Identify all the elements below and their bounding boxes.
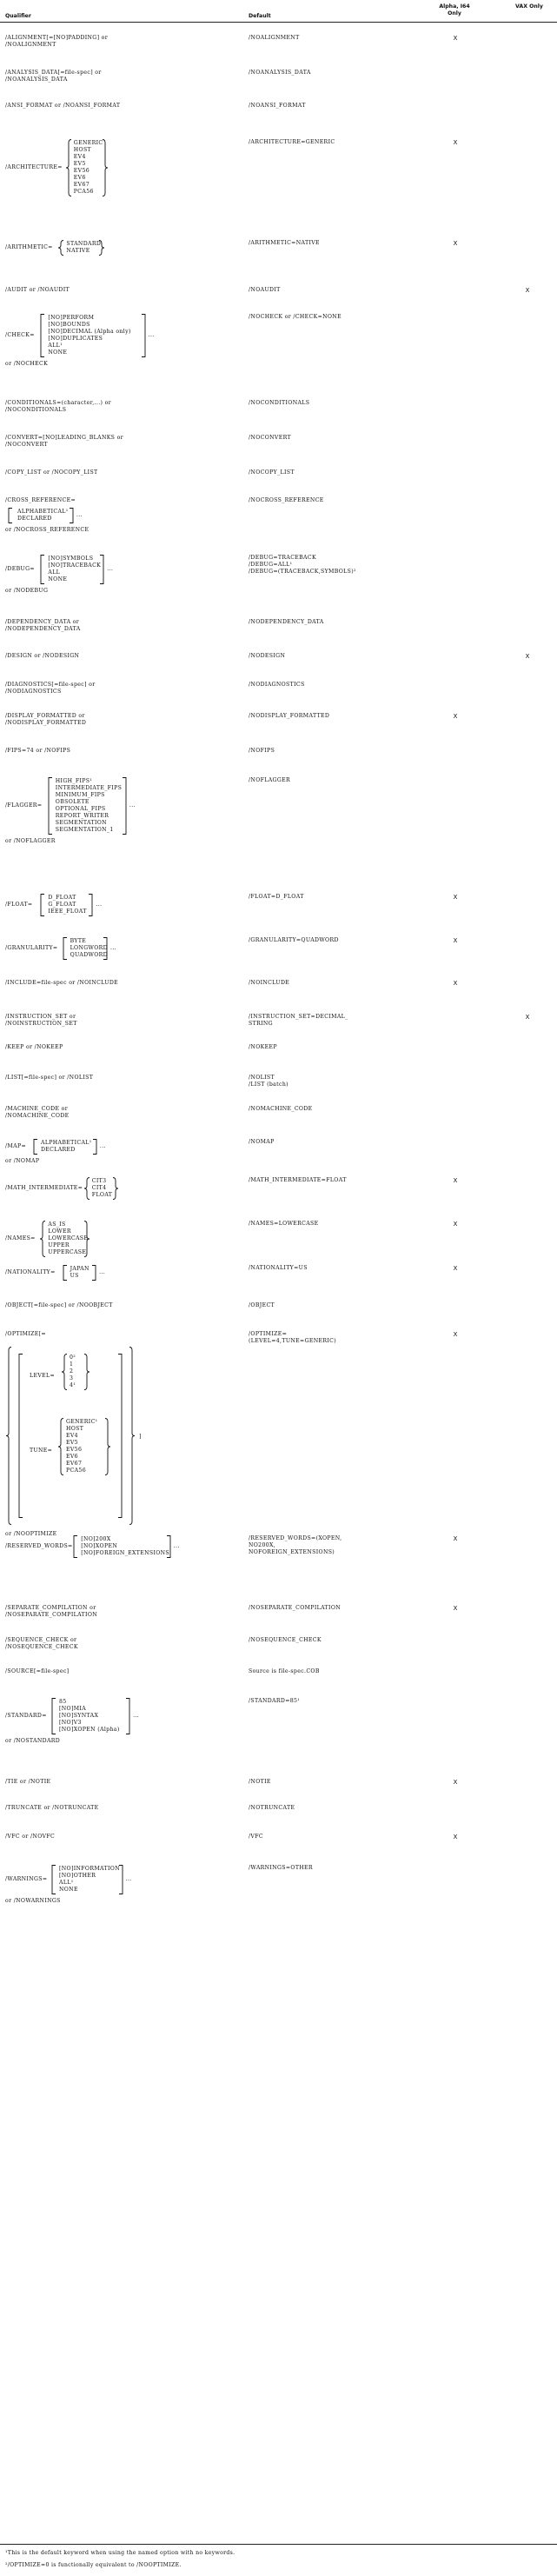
option-item: G_FLOAT xyxy=(48,902,76,908)
qualifier-line: /ANALYSIS_DATA[=file-spec] or xyxy=(5,70,102,76)
option-left-brace xyxy=(39,314,46,357)
alpha-only-mark: X xyxy=(453,937,458,944)
repeat-ellipsis: ... xyxy=(173,1543,180,1549)
qualifier-line: /DEPENDENCY_DATA or xyxy=(5,619,80,625)
qualifier-line: /SEPARATE_COMPILATION or xyxy=(5,1605,96,1611)
alpha-only-mark: X xyxy=(453,1535,458,1542)
qualifier-name: /NATIONALITY= xyxy=(5,1269,56,1275)
default-value xyxy=(249,287,281,294)
default-line: /GRANULARITY=QUADWORD xyxy=(249,937,339,943)
qualifier-line: /DISPLAY_FORMATTED or xyxy=(5,713,85,719)
default-line: /NODESIGN xyxy=(249,653,286,659)
option-item: NONE xyxy=(48,349,68,356)
default-value xyxy=(249,1139,275,1146)
default-value xyxy=(249,240,320,247)
option-item: EV4 xyxy=(73,154,86,160)
option-left-brace xyxy=(83,1177,90,1200)
option-item: EV56 xyxy=(73,168,90,174)
option-item: AS_IS xyxy=(48,1221,66,1228)
alpha-only-mark: X xyxy=(453,1779,458,1786)
option-right-brace xyxy=(68,508,75,523)
qualifier-name: /OPTIMIZE[= xyxy=(5,1331,46,1337)
alpha-only-mark: X xyxy=(453,1221,458,1228)
option-right-brace xyxy=(83,1221,90,1257)
default-value xyxy=(249,103,306,110)
default-line: /RESERVED_WORDS=(XOPEN, xyxy=(249,1535,342,1541)
header-qualifier: Qualifier xyxy=(5,13,31,19)
option-right-brace xyxy=(98,555,105,584)
level-label: LEVEL= xyxy=(30,1373,56,1379)
option-item: [NO]DUPLICATES xyxy=(48,336,103,342)
default-value xyxy=(249,35,300,42)
default-line: /NOCHECK or /CHECK=NONE xyxy=(249,314,341,320)
default-line: /NOMAP xyxy=(249,1139,275,1145)
level-left-brace xyxy=(61,1354,68,1390)
option-right-brace xyxy=(165,1535,172,1558)
default-value xyxy=(249,894,304,901)
alpha-only-mark: X xyxy=(453,35,458,42)
qualifier-line: /ANSI_FORMAT or /NOANSI_FORMAT xyxy=(5,103,121,109)
option-item: DECLARED xyxy=(17,516,52,522)
default-value xyxy=(249,619,324,626)
option-item: EV6 xyxy=(73,175,86,181)
default-line: /ARCHITECTURE=GENERIC xyxy=(249,139,335,145)
qualifier-line: /DESIGN or /NODESIGN xyxy=(5,653,80,659)
default-line: /WARNINGS=OTHER xyxy=(249,1865,313,1871)
default-line: /MATH_INTERMEDIATE=FLOAT xyxy=(249,1177,347,1183)
option-left-brace xyxy=(62,1265,69,1281)
alpha-only-mark: X xyxy=(453,980,458,987)
default-line: /NOAUDIT xyxy=(249,287,281,293)
repeat-ellipsis: ... xyxy=(96,902,103,908)
tune-option: HOST xyxy=(66,1426,84,1432)
option-right-brace xyxy=(102,139,109,196)
qualifier-name: /NAMES= xyxy=(5,1235,36,1241)
option-right-brace xyxy=(124,1698,131,1734)
option-item: SEGMENTATION_1 xyxy=(55,827,114,833)
qualifier-line: /CONVERT=[NO]LEADING_BLANKS or xyxy=(5,435,123,441)
level-option: 3 xyxy=(70,1375,74,1381)
tune-right-brace xyxy=(104,1418,111,1475)
option-left-brace xyxy=(7,508,14,523)
default-value xyxy=(249,1331,336,1345)
qualifier-line: /VFC or /NOVFC xyxy=(5,1834,56,1840)
default-value xyxy=(249,1106,313,1113)
option-item: ALPHABETICAL¹ xyxy=(41,1140,92,1146)
qualifier-name: /ARCHITECTURE= xyxy=(5,164,63,170)
default-line: /STANDARD=85¹ xyxy=(249,1698,301,1704)
default-line: /NOTIE xyxy=(249,1779,271,1785)
option-left-brace xyxy=(50,1865,57,1894)
tune-left-brace xyxy=(57,1418,64,1475)
qualifier-line: /NOCONDITIONALS xyxy=(5,407,67,413)
option-item: [NO]INFORMATION xyxy=(59,1866,120,1872)
qualifier-name: /RESERVED_WORDS= xyxy=(5,1543,73,1549)
qualifier-name: /ARITHMETIC= xyxy=(5,244,53,250)
inner-left-bracket xyxy=(17,1354,24,1518)
qualifier-line: /NODIAGNOSTICS xyxy=(5,689,62,695)
option-item: OBSOLETE xyxy=(55,799,90,805)
qualifier-line: /LIST[=file-spec] or /NOLIST xyxy=(5,1075,94,1081)
default-line: /ARITHMETIC=NATIVE xyxy=(249,240,320,246)
alpha-only-mark: X xyxy=(453,1605,458,1612)
default-line: (LEVEL=4,TUNE=GENERIC) xyxy=(249,1338,337,1344)
option-item: [NO]XOPEN xyxy=(81,1543,118,1549)
option-item: [NO]DECIMAL (Alpha only) xyxy=(48,329,131,335)
qualifier-name: /DEBUG= xyxy=(5,566,35,572)
repeat-ellipsis: ... xyxy=(99,1269,106,1275)
default-value xyxy=(249,682,305,689)
qualifier-line: /NODISPLAY_FORMATTED xyxy=(5,720,87,726)
default-line: /NOINCLUDE xyxy=(249,980,290,986)
option-right-brace xyxy=(112,1177,119,1200)
qualifier-line: /MACHINE_CODE or xyxy=(5,1106,69,1112)
inner-right-bracket xyxy=(116,1354,123,1518)
vax-only-mark: X xyxy=(525,1014,530,1021)
option-item: US xyxy=(70,1273,79,1279)
repeat-ellipsis: ... xyxy=(148,332,155,338)
default-value xyxy=(249,1044,277,1051)
default-line: /NOFIPS xyxy=(249,748,275,754)
option-item: QUADWORD xyxy=(70,952,108,958)
option-left-brace xyxy=(57,240,64,256)
footnote-1: ¹This is the default keyword when using the named option with no keywords. xyxy=(5,2550,235,2556)
default-line: /NOTRUNCATE xyxy=(249,1805,295,1811)
option-item: MINIMUM_FIPS xyxy=(55,792,105,798)
default-line: /NOSEPARATE_COMPILATION xyxy=(249,1605,341,1611)
qualifier-line: /NOCONVERT xyxy=(5,442,48,448)
option-item: REPORT_WRITER xyxy=(55,813,109,819)
option-right-brace xyxy=(121,777,128,835)
alpha-only-mark: X xyxy=(453,894,458,901)
qualifier-line: /NOMACHINE_CODE xyxy=(5,1113,70,1119)
qualifier-line: /NOINSTRUCTION_SET xyxy=(5,1021,77,1027)
default-line: /NOCOPY_LIST xyxy=(249,469,295,476)
default-value xyxy=(249,777,290,784)
option-item: OPTIONAL_FIPS xyxy=(55,806,106,812)
default-value xyxy=(249,400,309,407)
alternative-form: or /NOCHECK xyxy=(5,361,49,367)
option-item: HOST xyxy=(73,147,92,153)
option-right-brace xyxy=(117,1865,124,1894)
option-item: LONGWORD xyxy=(70,945,108,951)
option-left-brace xyxy=(72,1535,79,1558)
default-value xyxy=(249,1805,295,1812)
default-line: /NOANSI_FORMAT xyxy=(249,103,306,109)
qualifier-line: /NOSEPARATE_COMPILATION xyxy=(5,1612,98,1618)
default-line: /VFC xyxy=(249,1834,263,1840)
default-line: /DEBUG=ALL¹ xyxy=(249,562,293,568)
option-item: [NO]OTHER xyxy=(59,1873,96,1879)
alternative-form: or /NOSTANDARD xyxy=(5,1738,61,1744)
option-right-brace xyxy=(98,240,105,256)
option-item: [NO]TRACEBACK xyxy=(48,562,102,569)
header-vax-only: VAX Only xyxy=(515,3,543,10)
option-item: CIT4 xyxy=(91,1185,107,1191)
default-value xyxy=(249,1834,263,1840)
default-value xyxy=(249,1265,308,1272)
option-item: HIGH_FIPS¹ xyxy=(55,778,93,784)
default-value xyxy=(249,1177,347,1184)
repeat-ellipsis: ... xyxy=(110,945,116,951)
level-right-brace xyxy=(83,1354,90,1390)
default-line: /INSTRUCTION_SET=DECIMAL_ xyxy=(249,1014,348,1020)
qualifier-line: /NOALIGNMENT xyxy=(5,42,56,48)
qualifier-line: /AUDIT or /NOAUDIT xyxy=(5,287,70,293)
option-item: [NO]PERFORM xyxy=(48,315,95,321)
qualifier-name: /CROSS_REFERENCE= xyxy=(5,497,76,503)
option-item: NATIVE xyxy=(66,248,90,254)
default-line: /NOSEQUENCE_CHECK xyxy=(249,1637,322,1643)
default-value xyxy=(249,1302,275,1309)
default-value xyxy=(249,1221,319,1228)
tune-option: GENERIC¹ xyxy=(66,1419,98,1425)
default-line: /NOCROSS_REFERENCE xyxy=(249,497,324,503)
alternative-form: or /NOWARNINGS xyxy=(5,1898,61,1904)
option-right-brace xyxy=(91,1139,98,1155)
qualifier-name: /MATH_INTERMEDIATE= xyxy=(5,1185,83,1191)
alpha-only-mark: X xyxy=(453,139,458,146)
default-line: NOFOREIGN_EXTENSIONS) xyxy=(249,1549,335,1555)
option-item: LOWER xyxy=(48,1228,71,1235)
default-line: /OPTIMIZE= xyxy=(249,1331,288,1337)
option-right-brace xyxy=(90,1265,97,1281)
qualifier-line: /INSTRUCTION_SET or xyxy=(5,1014,76,1020)
header-default: Default xyxy=(249,13,271,19)
qualifier-line: /NOANALYSIS_DATA xyxy=(5,77,68,83)
default-line: /NOMACHINE_CODE xyxy=(249,1106,313,1112)
option-left-brace xyxy=(47,777,54,835)
default-value xyxy=(249,1637,322,1644)
qualifier-line: /CONDITIONALS=(character,...) or xyxy=(5,400,111,406)
default-line: /NOKEEP xyxy=(249,1044,277,1050)
option-left-brace xyxy=(32,1139,39,1155)
default-value xyxy=(249,713,329,720)
option-item: JAPAN xyxy=(70,1266,90,1272)
option-item: [NO]BOUNDS xyxy=(48,322,90,328)
level-option: 0² xyxy=(70,1355,76,1361)
option-item: [NO]200X xyxy=(81,1536,111,1542)
default-value xyxy=(249,937,339,944)
tune-option: PCA56 xyxy=(66,1468,86,1474)
default-line: /LIST (batch) xyxy=(249,1082,288,1088)
tune-option: EV67 xyxy=(66,1461,83,1467)
option-left-brace xyxy=(65,139,72,196)
default-value xyxy=(249,980,289,987)
option-item: NONE xyxy=(48,576,68,582)
qualifier-name: /FLOAT= xyxy=(5,902,33,908)
close-bracket: ] xyxy=(139,1434,142,1440)
default-line: /NATIONALITY=US xyxy=(249,1265,308,1271)
option-item: IEEE_FLOAT xyxy=(48,909,87,915)
vax-only-mark: X xyxy=(525,287,530,294)
qualifier-line: /SOURCE[=file-spec] xyxy=(5,1668,70,1674)
level-option: 4¹ xyxy=(70,1382,76,1388)
repeat-ellipsis: ... xyxy=(125,1876,132,1882)
default-value xyxy=(249,1075,288,1088)
qualifier-line: /NOSEQUENCE_CHECK xyxy=(5,1644,78,1650)
default-value xyxy=(249,1668,320,1675)
default-value xyxy=(249,1605,341,1612)
option-item: INTERMEDIATE_FIPS xyxy=(55,785,123,791)
option-item: 85 xyxy=(59,1699,67,1705)
outer-right-brace xyxy=(129,1347,136,1525)
option-item: [NO]MIA xyxy=(59,1706,87,1712)
qualifier-line: /TRUNCATE or /NOTRUNCATE xyxy=(5,1805,99,1811)
option-item: EV67 xyxy=(73,182,90,188)
qualifier-line: /ALIGNMENT[=[NO]PADDING] or xyxy=(5,35,109,41)
default-value xyxy=(249,653,285,660)
option-left-brace xyxy=(50,1698,57,1734)
alpha-only-mark: X xyxy=(453,1834,458,1840)
option-item: ALL¹ xyxy=(48,343,63,349)
qualifier-name: /CHECK= xyxy=(5,332,35,338)
vax-only-mark: X xyxy=(525,653,530,660)
level-option: 1 xyxy=(70,1361,74,1368)
default-line: NO200X, xyxy=(249,1542,276,1548)
footnote-rule xyxy=(0,2544,557,2545)
tune-option: EV6 xyxy=(66,1454,78,1460)
default-value xyxy=(249,497,324,504)
level-option: 2 xyxy=(70,1368,74,1375)
alpha-only-mark: X xyxy=(453,1331,458,1338)
option-item: UPPERCASE xyxy=(48,1249,87,1255)
default-value xyxy=(249,555,356,576)
option-left-brace xyxy=(39,555,46,584)
qualifier-line: /TIE or /NOTIE xyxy=(5,1779,51,1785)
default-value xyxy=(249,1535,341,1556)
default-line: /DEBUG=(TRACEBACK,SYMBOLS)² xyxy=(249,569,356,575)
tune-option: EV5 xyxy=(66,1440,78,1446)
option-item: [NO]XOPEN (Alpha) xyxy=(59,1727,120,1733)
default-value xyxy=(249,1014,348,1028)
default-line: Source is file-spec.COB xyxy=(249,1668,320,1674)
default-line: /NODEPENDENCY_DATA xyxy=(249,619,324,625)
default-value xyxy=(249,314,341,321)
qualifier-name: /GRANULARITY= xyxy=(5,945,58,951)
repeat-ellipsis: ... xyxy=(129,802,136,809)
qualifier-name: /WARNINGS= xyxy=(5,1876,48,1882)
default-value xyxy=(249,469,295,476)
alternative-form: or /NOFLAGGER xyxy=(5,838,56,844)
option-right-brace xyxy=(102,937,109,960)
qualifier-name: /MAP= xyxy=(5,1143,26,1149)
alpha-only-mark: X xyxy=(453,1265,458,1272)
option-item: EV5 xyxy=(73,161,86,167)
tune-option: EV4 xyxy=(66,1433,78,1439)
default-line: /NODISPLAY_FORMATTED xyxy=(249,713,330,719)
qualifier-line: /INCLUDE=file-spec or /NOINCLUDE xyxy=(5,980,119,986)
qualifier-name: /STANDARD= xyxy=(5,1713,47,1719)
option-item: CIT3 xyxy=(91,1178,107,1184)
header-alpha-i64-only: Alpha, I64 Only xyxy=(439,3,470,17)
tune-label: TUNE= xyxy=(30,1448,53,1454)
default-value xyxy=(249,1698,300,1705)
option-item: UPPER xyxy=(48,1242,70,1248)
qualifier-line: /DIAGNOSTICS[=file-spec] or xyxy=(5,682,96,688)
option-item: STANDARD xyxy=(66,241,102,247)
default-value xyxy=(249,748,275,755)
outer-left-brace xyxy=(5,1347,12,1525)
repeat-ellipsis: ... xyxy=(99,1143,106,1149)
option-item: [NO]FOREIGN_EXTENSIONS xyxy=(81,1550,170,1556)
option-item: ALPHABETICAL¹ xyxy=(17,509,69,515)
option-item: [NO]SYNTAX xyxy=(59,1713,99,1719)
alternative-form: or /NOOPTIMIZE xyxy=(5,1531,57,1537)
option-right-brace xyxy=(87,894,94,916)
option-item: NONE xyxy=(59,1887,78,1893)
option-item: SEGMENTATION xyxy=(55,820,107,826)
qualifier-line: /FIPS=74 or /NOFIPS xyxy=(5,748,71,754)
qualifier-line: /COPY_LIST or /NOCOPY_LIST xyxy=(5,469,98,476)
default-value xyxy=(249,139,335,146)
alternative-form: or /NOCROSS_REFERENCE xyxy=(5,527,90,533)
default-line: /NOLIST xyxy=(249,1075,275,1081)
option-left-brace xyxy=(39,1221,46,1257)
alternative-form: or /NODEBUG xyxy=(5,588,49,594)
option-item: GENERIC xyxy=(73,140,103,146)
alpha-only-mark: X xyxy=(453,240,458,247)
tune-option: EV56 xyxy=(66,1447,83,1453)
qualifier-line: /KEEP or /NOKEEP xyxy=(5,1044,63,1050)
option-item: DECLARED xyxy=(41,1147,76,1153)
default-line: /NODIAGNOSTICS xyxy=(249,682,305,688)
footnote-2: ²/OPTIMIZE=0 is functionally equivalent to /NOOPTIMIZE. xyxy=(5,2562,182,2568)
alpha-only-mark: X xyxy=(453,1177,458,1184)
option-item: [NO]V3 xyxy=(59,1720,82,1726)
default-value xyxy=(249,70,311,77)
repeat-ellipsis: ... xyxy=(76,512,83,518)
option-right-brace xyxy=(140,314,147,357)
default-value xyxy=(249,1865,313,1872)
option-item: ALL¹ xyxy=(59,1880,74,1886)
option-item: FLOAT xyxy=(91,1192,113,1198)
qualifier-line: /SEQUENCE_CHECK or xyxy=(5,1637,77,1643)
option-left-brace xyxy=(39,894,46,916)
option-item: BYTE xyxy=(70,938,87,944)
option-item: PCA56 xyxy=(73,189,94,195)
default-line: /DEBUG=TRACEBACK xyxy=(249,555,316,561)
default-line: /OBJECT xyxy=(249,1302,275,1308)
default-line: /NOCONVERT xyxy=(249,435,291,441)
default-line: STRING xyxy=(249,1021,273,1027)
option-item: LOWERCASE xyxy=(48,1235,89,1241)
alpha-only-mark: X xyxy=(453,713,458,720)
default-line: /NOCONDITIONALS xyxy=(249,400,310,406)
option-item: [NO]SYMBOLS xyxy=(48,556,94,562)
alternative-form: or /NOMAP xyxy=(5,1158,40,1164)
option-item: D_FLOAT xyxy=(48,895,76,901)
default-line: /NOANALYSIS_DATA xyxy=(249,70,311,76)
default-value xyxy=(249,1779,271,1786)
default-line: /FLOAT=D_FLOAT xyxy=(249,894,304,900)
default-line: /NAMES=LOWERCASE xyxy=(249,1221,319,1227)
option-left-brace xyxy=(62,937,69,960)
default-line: /NOFLAGGER xyxy=(249,777,291,783)
header-rule xyxy=(0,22,557,23)
default-value xyxy=(249,435,291,442)
qualifier-line: /NODEPENDENCY_DATA xyxy=(5,626,81,632)
option-item: ALL xyxy=(48,569,61,576)
qualifier-name: /FLAGGER= xyxy=(5,802,43,809)
repeat-ellipsis: ... xyxy=(107,566,114,572)
repeat-ellipsis: ... xyxy=(133,1713,140,1719)
default-line: /NOALIGNMENT xyxy=(249,35,300,41)
qualifier-line: /OBJECT[=file-spec] or /NOOBJECT xyxy=(5,1302,113,1308)
